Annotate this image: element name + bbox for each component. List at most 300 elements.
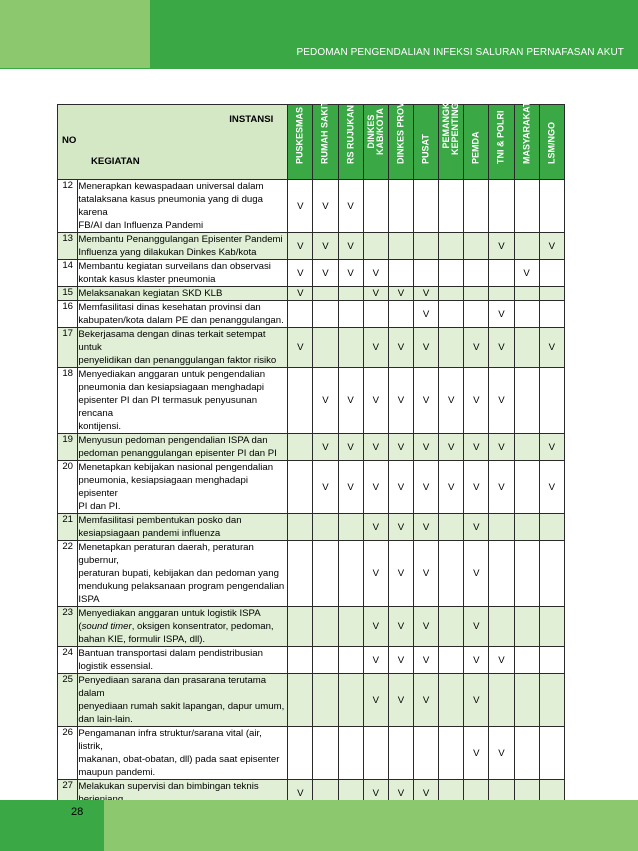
check-mark-cell xyxy=(514,287,539,301)
check-mark-cell: V xyxy=(363,541,388,607)
check-mark-cell: V xyxy=(288,180,313,233)
activity-line: pedoman penanggulangan episenter PI dan PI xyxy=(78,448,277,459)
check-mark-cell xyxy=(539,180,564,233)
table-row xyxy=(58,647,565,674)
activity-cell xyxy=(78,287,288,301)
check-mark-cell: V xyxy=(539,461,564,514)
table-row xyxy=(58,180,565,233)
check-mark-cell xyxy=(489,287,514,301)
activity-line: ISPA xyxy=(78,594,100,605)
check-mark-cell xyxy=(489,180,514,233)
check-mark-cell: V xyxy=(313,180,338,233)
check-mark-cell xyxy=(464,260,489,287)
check-mark-cell xyxy=(514,180,539,233)
check-mark-cell: V xyxy=(489,328,514,368)
header-no: NO xyxy=(62,135,77,146)
row-number: 17 xyxy=(58,328,78,368)
activity-line: Menerapkan kewaspadaan universal dalam xyxy=(78,181,264,192)
check-mark-cell xyxy=(439,541,464,607)
row-number: 14 xyxy=(58,260,78,287)
check-mark-cell: V xyxy=(514,260,539,287)
check-mark-cell: V xyxy=(413,647,438,674)
check-mark-cell: V xyxy=(489,434,514,461)
check-mark-cell: V xyxy=(313,233,338,260)
check-mark-cell xyxy=(388,260,413,287)
check-mark-cell xyxy=(288,607,313,647)
activity-cell xyxy=(78,434,288,461)
check-mark-cell: V xyxy=(539,233,564,260)
check-mark-cell: V xyxy=(464,727,489,780)
check-mark-cell xyxy=(439,647,464,674)
check-mark-cell: V xyxy=(413,514,438,541)
check-mark-cell: V xyxy=(413,674,438,727)
check-mark-cell: V xyxy=(413,461,438,514)
column-header-line: MASYARAKAT xyxy=(521,101,532,164)
check-mark-cell: V xyxy=(363,368,388,434)
check-mark-cell xyxy=(439,674,464,727)
check-mark-cell: V xyxy=(388,647,413,674)
check-mark-cell xyxy=(338,607,363,647)
check-mark-cell xyxy=(514,514,539,541)
activity-line: PI dan PI. xyxy=(78,501,121,512)
column-header-label xyxy=(547,122,556,164)
activity-line: makanan, obat-obatan, dll) pada saat episenter xyxy=(78,754,280,765)
check-mark-cell: V xyxy=(388,674,413,727)
check-mark-cell: V xyxy=(489,368,514,434)
check-mark-cell xyxy=(363,301,388,328)
column-header-line: RS RUJUKAN xyxy=(345,104,356,164)
check-mark-cell: V xyxy=(413,328,438,368)
check-mark-cell: V xyxy=(464,461,489,514)
check-mark-cell xyxy=(489,541,514,607)
check-mark-cell xyxy=(489,674,514,727)
row-number: 23 xyxy=(58,607,78,647)
activity-line: episenter PI dan PI termasuk penyusunan rencana xyxy=(78,395,258,419)
row-number: 15 xyxy=(58,287,78,301)
header-rule xyxy=(0,68,638,69)
activity-line: (sound timer, oksigen konsentrator, pedoman, xyxy=(78,621,274,632)
check-mark-cell xyxy=(288,514,313,541)
check-mark-cell: V xyxy=(363,607,388,647)
activity-line: Menetapkan peraturan daerah, peraturan gubernur, xyxy=(78,542,254,566)
footer-band-light xyxy=(104,800,638,851)
check-mark-cell xyxy=(464,233,489,260)
check-mark-cell xyxy=(288,674,313,727)
column-header xyxy=(338,105,363,180)
check-mark-cell: V xyxy=(338,461,363,514)
check-mark-cell: V xyxy=(288,287,313,301)
check-mark-cell xyxy=(439,180,464,233)
check-mark-cell: V xyxy=(413,607,438,647)
activity-cell xyxy=(78,233,288,260)
check-mark-cell xyxy=(313,514,338,541)
check-mark-cell xyxy=(288,368,313,434)
check-mark-cell: V xyxy=(464,607,489,647)
check-mark-cell xyxy=(338,674,363,727)
table-row xyxy=(58,233,565,260)
column-header-line: TNI & POLRI xyxy=(495,110,506,164)
check-mark-cell: V xyxy=(338,260,363,287)
check-mark-cell: V xyxy=(313,368,338,434)
check-mark-cell: V xyxy=(363,674,388,727)
activity-line: Bekerjasama dengan dinas terkait setempat untuk xyxy=(78,329,266,353)
check-mark-cell xyxy=(313,301,338,328)
activity-cell xyxy=(78,368,288,434)
check-mark-cell: V xyxy=(413,368,438,434)
column-header-line: KAB/KOTA xyxy=(374,108,385,155)
check-mark-cell xyxy=(363,233,388,260)
check-mark-cell: V xyxy=(413,780,438,807)
check-mark-cell xyxy=(338,541,363,607)
check-mark-cell: V xyxy=(489,301,514,328)
activity-line: Menyusun pedoman pengendalian ISPA dan xyxy=(78,435,268,446)
check-mark-cell xyxy=(464,287,489,301)
check-mark-cell xyxy=(388,727,413,780)
check-mark-cell xyxy=(313,727,338,780)
activity-line: bahan KIE, formulir ISPA, dll). xyxy=(78,634,206,645)
check-mark-cell xyxy=(338,727,363,780)
check-mark-cell xyxy=(539,727,564,780)
check-mark-cell xyxy=(514,301,539,328)
row-number: 24 xyxy=(58,647,78,674)
check-mark-cell: V xyxy=(388,541,413,607)
check-mark-cell xyxy=(514,233,539,260)
check-mark-cell: V xyxy=(363,647,388,674)
activity-line: Melaksanakan kegiatan SKD KLB xyxy=(78,288,223,299)
activity-cell xyxy=(78,727,288,780)
row-number: 27 xyxy=(58,780,78,807)
activity-line: Menyediakan anggaran untuk pengendalian xyxy=(78,369,266,380)
check-mark-cell: V xyxy=(388,368,413,434)
table-row xyxy=(58,301,565,328)
row-number: 20 xyxy=(58,461,78,514)
table-row xyxy=(58,514,565,541)
table-header-row xyxy=(58,105,565,180)
check-mark-cell xyxy=(413,260,438,287)
check-mark-cell xyxy=(514,541,539,607)
check-mark-cell: V xyxy=(388,328,413,368)
check-mark-cell xyxy=(489,514,514,541)
check-mark-cell: V xyxy=(338,434,363,461)
activity-cell xyxy=(78,180,288,233)
check-mark-cell: V xyxy=(489,727,514,780)
check-mark-cell xyxy=(313,647,338,674)
column-header xyxy=(388,101,413,180)
check-mark-cell xyxy=(439,328,464,368)
check-mark-cell xyxy=(338,287,363,301)
check-mark-cell: V xyxy=(464,434,489,461)
check-mark-cell xyxy=(489,607,514,647)
activity-line: logistik essensial. xyxy=(78,661,154,672)
check-mark-cell: V xyxy=(288,260,313,287)
activity-line: FB/AI dan Influenza Pandemi xyxy=(78,220,204,231)
check-mark-cell: V xyxy=(313,461,338,514)
check-mark-cell: V xyxy=(464,514,489,541)
table-row xyxy=(58,461,565,514)
check-mark-cell xyxy=(539,647,564,674)
column-header xyxy=(489,105,514,180)
check-mark-cell: V xyxy=(288,328,313,368)
column-header xyxy=(439,89,464,180)
check-mark-cell: V xyxy=(363,461,388,514)
check-mark-cell: V xyxy=(363,434,388,461)
activity-line: kontijensi. xyxy=(78,421,122,432)
column-header-label xyxy=(522,101,531,164)
activity-cell xyxy=(78,514,288,541)
column-header-label xyxy=(442,89,460,155)
check-mark-cell xyxy=(539,260,564,287)
table-row xyxy=(58,727,565,780)
activity-line: Membantu kegiatan surveilans dan observasi xyxy=(78,261,271,272)
activity-cell xyxy=(78,301,288,328)
check-mark-cell xyxy=(413,180,438,233)
column-header-line: PUSKESMAS xyxy=(294,106,305,164)
check-mark-cell xyxy=(539,674,564,727)
activity-line: penyelidikan dan penanggulangan faktor risiko xyxy=(78,355,277,366)
check-mark-cell: V xyxy=(313,434,338,461)
table-row xyxy=(58,607,565,647)
check-mark-cell: V xyxy=(388,514,413,541)
activity-cell xyxy=(78,461,288,514)
activity-line: kontak kasus klaster pneumonia xyxy=(78,274,216,285)
check-mark-cell xyxy=(388,233,413,260)
check-mark-cell xyxy=(363,180,388,233)
activity-line: Influenza yang dilakukan Dinkes Kab/kota xyxy=(78,247,257,258)
column-header xyxy=(539,105,564,180)
check-mark-cell xyxy=(338,514,363,541)
check-mark-cell xyxy=(288,461,313,514)
check-mark-cell: V xyxy=(338,368,363,434)
check-mark-cell xyxy=(363,727,388,780)
column-header xyxy=(288,105,313,180)
check-mark-cell xyxy=(539,301,564,328)
column-header-line: PUSAT xyxy=(420,134,431,164)
table-row xyxy=(58,368,565,434)
activity-line: dan lain-lain. xyxy=(78,714,133,725)
column-header-line: PEMANGKU xyxy=(441,95,452,149)
italic-term: sound timer xyxy=(81,621,132,632)
activity-cell xyxy=(78,260,288,287)
check-mark-cell xyxy=(288,541,313,607)
check-mark-cell: V xyxy=(388,461,413,514)
check-mark-cell: V xyxy=(489,647,514,674)
activity-line: Melakukan supervisi dan bimbingan teknis xyxy=(78,781,259,792)
activity-line: penyediaan rumah sakit lapangan, dapur umum, xyxy=(78,701,285,712)
check-mark-cell: V xyxy=(464,541,489,607)
check-mark-cell xyxy=(439,514,464,541)
header-instansi: INSTANSI xyxy=(229,114,274,125)
activity-line: Membantu Penanggulangan Episenter Pandemi xyxy=(78,234,283,245)
row-number: 12 xyxy=(58,180,78,233)
row-number: 22 xyxy=(58,541,78,607)
activity-line: Bantuan transportasi dalam pendistribusian xyxy=(78,648,263,659)
check-mark-cell xyxy=(514,674,539,727)
check-mark-cell xyxy=(514,461,539,514)
table-row xyxy=(58,287,565,301)
check-mark-cell: V xyxy=(388,287,413,301)
check-mark-cell xyxy=(464,301,489,328)
table-row xyxy=(58,260,565,287)
check-mark-cell xyxy=(413,233,438,260)
column-header-line: KEPENTINGAN xyxy=(450,89,461,155)
column-header xyxy=(363,105,388,180)
column-header-label xyxy=(321,101,330,164)
check-mark-cell xyxy=(288,727,313,780)
activity-line: Menetapkan kebijakan nasional pengendalian xyxy=(78,462,274,473)
column-header-label xyxy=(497,111,506,165)
activity-line: mendukung pelaksanaan program pengendalian xyxy=(78,581,285,592)
activity-cell xyxy=(78,607,288,647)
activity-line: pneumonia dan kesiapsiagaan menghadapi xyxy=(78,382,264,393)
activity-line: Memfasilitasi pembentukan posko dan xyxy=(78,515,242,526)
check-mark-cell xyxy=(338,301,363,328)
check-mark-cell: V xyxy=(413,434,438,461)
check-mark-cell: V xyxy=(539,434,564,461)
activity-cell xyxy=(78,541,288,607)
check-mark-cell xyxy=(313,287,338,301)
check-mark-cell xyxy=(539,287,564,301)
check-mark-cell xyxy=(514,727,539,780)
check-mark-cell: V xyxy=(464,674,489,727)
row-number: 18 xyxy=(58,368,78,434)
activity-cell xyxy=(78,328,288,368)
activity-line: kabupaten/kota dalam PE dan penanggulangan. xyxy=(78,315,284,326)
check-mark-cell: V xyxy=(439,461,464,514)
header-kegiatan: KEGIATAN xyxy=(91,156,140,167)
table-row xyxy=(58,674,565,727)
check-mark-cell: V xyxy=(338,180,363,233)
check-mark-cell: V xyxy=(388,434,413,461)
row-number: 21 xyxy=(58,514,78,541)
activity-line: kesiapsiagaan pandemi influenza xyxy=(78,528,221,539)
check-mark-cell: V xyxy=(413,301,438,328)
check-mark-cell xyxy=(489,260,514,287)
check-mark-cell: V xyxy=(489,461,514,514)
column-header-label xyxy=(346,105,355,164)
check-mark-cell xyxy=(439,727,464,780)
check-mark-cell xyxy=(464,180,489,233)
footer-band-dark xyxy=(0,800,104,851)
activity-line: maupun pandemi. xyxy=(78,767,156,778)
check-mark-cell xyxy=(288,647,313,674)
running-head: PEDOMAN PENGENDALIAN INFEKSI SALURAN PERNAFASAN AKUT xyxy=(296,47,624,58)
check-mark-cell xyxy=(439,260,464,287)
check-mark-cell: V xyxy=(439,434,464,461)
column-header-label xyxy=(422,134,431,164)
column-header xyxy=(413,105,438,180)
column-header-label xyxy=(396,102,405,164)
column-header-label xyxy=(367,108,385,155)
table-row xyxy=(58,434,565,461)
check-mark-cell: V xyxy=(464,647,489,674)
activity-line: Memfasilitasi dinas kesehatan provinsi dan xyxy=(78,302,261,313)
check-mark-cell: V xyxy=(338,233,363,260)
check-mark-cell: V xyxy=(388,607,413,647)
column-header-line: PEMDA xyxy=(470,131,481,164)
check-mark-cell xyxy=(514,647,539,674)
check-mark-cell xyxy=(313,541,338,607)
check-mark-cell: V xyxy=(413,287,438,301)
table-row xyxy=(58,541,565,607)
check-mark-cell: V xyxy=(363,260,388,287)
check-mark-cell xyxy=(539,514,564,541)
check-mark-cell xyxy=(514,434,539,461)
check-mark-cell xyxy=(514,368,539,434)
column-header xyxy=(464,105,489,180)
check-mark-cell: V xyxy=(363,328,388,368)
check-mark-cell xyxy=(313,328,338,368)
check-mark-cell xyxy=(288,434,313,461)
column-header xyxy=(514,101,539,180)
table-corner-cell xyxy=(58,105,288,180)
activity-cell xyxy=(78,647,288,674)
check-mark-cell: V xyxy=(363,287,388,301)
check-mark-cell: V xyxy=(489,233,514,260)
check-mark-cell xyxy=(539,541,564,607)
page-number: 28 xyxy=(71,806,84,818)
check-mark-cell: V xyxy=(313,260,338,287)
check-mark-cell xyxy=(514,607,539,647)
activity-line: Penyediaan sarana dan prasarana terutama dalam xyxy=(78,675,267,699)
row-number: 25 xyxy=(58,674,78,727)
table-row xyxy=(58,328,565,368)
activity-line: pneumonia, kesiapsiagaan menghadapi episenter xyxy=(78,475,248,499)
check-mark-cell: V xyxy=(539,328,564,368)
check-mark-cell xyxy=(539,607,564,647)
check-mark-cell xyxy=(439,287,464,301)
check-mark-cell: V xyxy=(413,541,438,607)
column-header-line: RUMAH SAKIT xyxy=(319,101,330,164)
row-number: 13 xyxy=(58,233,78,260)
check-mark-cell: V xyxy=(464,368,489,434)
check-mark-cell: V xyxy=(363,514,388,541)
check-mark-cell: V xyxy=(464,328,489,368)
activity-line: peraturan bupati, kebijakan dan pedoman yang xyxy=(78,568,279,579)
check-mark-cell: V xyxy=(363,780,388,807)
check-mark-cell: V xyxy=(288,780,313,807)
check-mark-cell xyxy=(388,180,413,233)
check-mark-cell: V xyxy=(439,368,464,434)
activity-line: tatalaksana kasus pneumonia yang di duga karena xyxy=(78,194,263,218)
check-mark-cell: V xyxy=(388,780,413,807)
check-mark-cell xyxy=(439,607,464,647)
column-header-line: LSM/NGO xyxy=(546,122,557,164)
column-header-line: DINKES xyxy=(365,114,376,149)
check-mark-cell xyxy=(439,233,464,260)
column-header xyxy=(313,101,338,180)
column-header-line: DINKES PROV xyxy=(395,101,406,164)
check-mark-cell xyxy=(338,647,363,674)
check-mark-cell xyxy=(539,368,564,434)
column-header-label xyxy=(472,131,481,164)
activity-matrix-table xyxy=(57,89,565,807)
row-number: 16 xyxy=(58,301,78,328)
check-mark-cell: V xyxy=(288,233,313,260)
check-mark-cell xyxy=(388,301,413,328)
column-header-label xyxy=(296,107,305,164)
check-mark-cell xyxy=(338,328,363,368)
activity-cell xyxy=(78,674,288,727)
check-mark-cell xyxy=(288,301,313,328)
row-number: 19 xyxy=(58,434,78,461)
check-mark-cell xyxy=(313,607,338,647)
check-mark-cell xyxy=(313,674,338,727)
activity-line: Pengamanan infra struktur/sarana vital (air, listrik, xyxy=(78,728,262,752)
activity-line: Menyediakan anggaran untuk logistik ISPA xyxy=(78,608,261,619)
row-number: 26 xyxy=(58,727,78,780)
check-mark-cell xyxy=(439,301,464,328)
check-mark-cell xyxy=(413,727,438,780)
